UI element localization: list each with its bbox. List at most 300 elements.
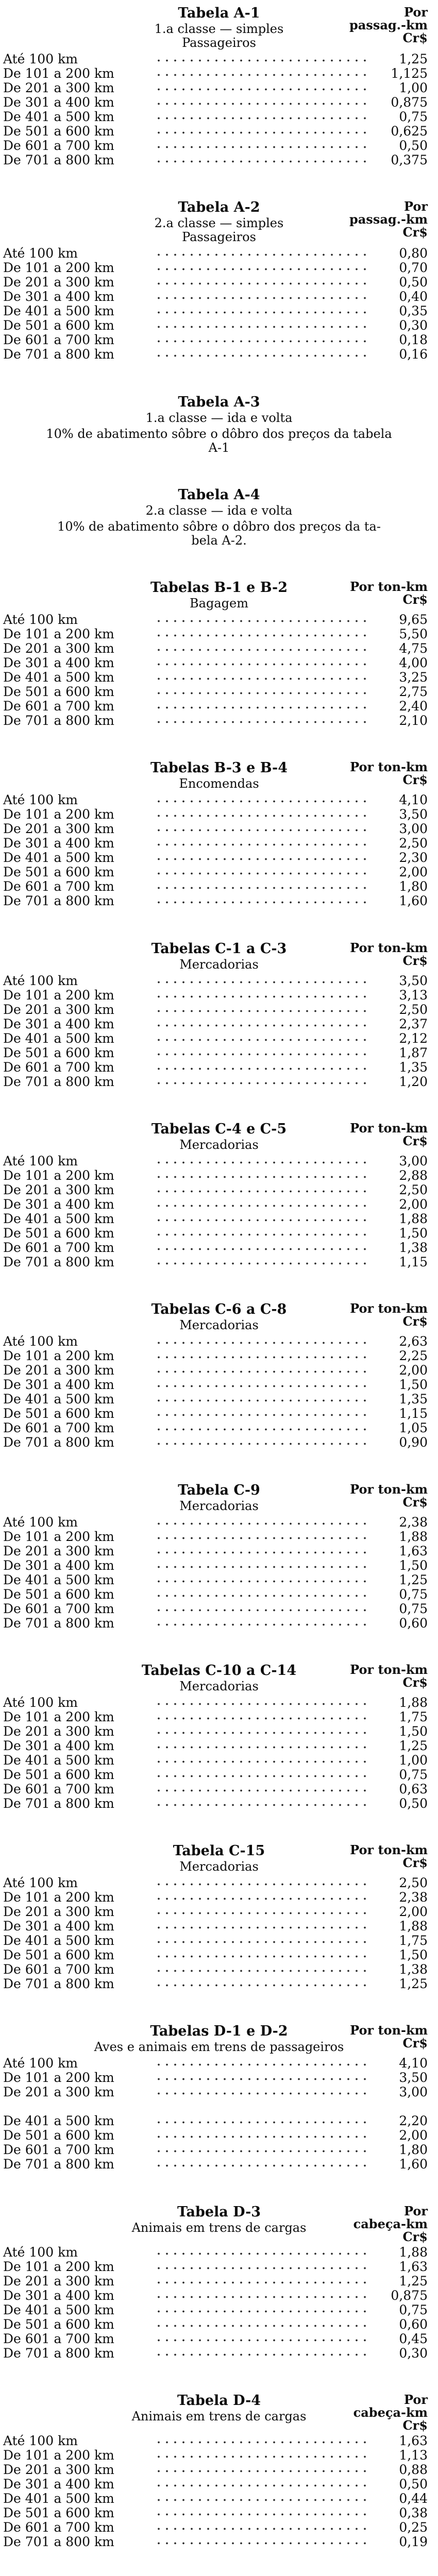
row-value: 0,50 <box>399 2477 428 2492</box>
row-label: De 101 a 200 km <box>3 66 114 81</box>
row-value: 1,25 <box>399 2273 428 2289</box>
row-value: 2,00 <box>399 1197 428 1212</box>
row-value: 0,35 <box>399 303 428 319</box>
table-subtitle: Passageiros <box>182 230 256 245</box>
table-row <box>0 822 438 837</box>
dot-leader <box>155 1883 366 1886</box>
row-value: 2,75 <box>399 684 428 700</box>
unit-header: Cr$ <box>402 225 428 240</box>
table-subtitle: Mercadorias <box>179 1318 259 1333</box>
row-label: De 101 a 200 km <box>3 1890 114 1905</box>
row-label: De 501 a 600 km <box>3 1947 114 1963</box>
row-value: 1,38 <box>399 1962 428 1977</box>
row-label: De 301 a 400 km <box>3 2287 114 2303</box>
table-row <box>0 656 438 671</box>
dot-leader <box>155 1067 366 1070</box>
dot-leader <box>155 1233 366 1236</box>
table-row <box>0 685 438 700</box>
unit-header: Cr$ <box>402 1855 428 1871</box>
table-title: Tabelas D-1 e D-2 <box>150 2023 288 2040</box>
unit-header: Por <box>403 199 428 214</box>
table-row <box>0 1783 438 1797</box>
row-label: De 401 a 500 km <box>3 1933 114 1948</box>
table-title: Tabela A-4 <box>178 486 260 503</box>
unit-header: Por <box>403 2392 428 2407</box>
row-value: 1,35 <box>399 1392 428 1407</box>
dot-leader <box>155 1609 366 1612</box>
row-value: 3,50 <box>399 2070 428 2086</box>
row-value: 0,16 <box>399 347 428 362</box>
row-value: 0,75 <box>399 1586 428 1602</box>
unit-header: Cr$ <box>402 772 428 788</box>
table-subtitle: Encomendas <box>179 776 259 791</box>
row-label: De 601 a 700 km <box>3 699 114 714</box>
table-row <box>0 2463 438 2478</box>
table-row <box>0 1378 438 1393</box>
dot-leader <box>155 2267 366 2269</box>
row-label: De 301 a 400 km <box>3 1919 114 1934</box>
table-row <box>0 642 438 656</box>
dot-leader <box>155 721 366 723</box>
table-row <box>0 628 438 642</box>
table-row <box>0 276 438 290</box>
dot-leader <box>155 1176 366 1178</box>
row-value: 0,375 <box>391 152 428 167</box>
dot-leader <box>155 311 366 314</box>
row-label: Até 100 km <box>3 1875 78 1891</box>
dot-leader <box>155 1746 366 1749</box>
table-row <box>0 2158 438 2172</box>
row-value: 2,00 <box>399 1363 428 1378</box>
row-label: De 401 a 500 km <box>3 670 114 685</box>
row-value: 3,13 <box>399 987 428 1003</box>
row-label: De 501 a 600 km <box>3 2505 114 2520</box>
row-label: De 101 a 200 km <box>3 2259 114 2274</box>
dot-leader <box>155 2542 366 2545</box>
row-label: De 601 a 700 km <box>3 1059 114 1075</box>
row-label: Até 100 km <box>3 246 78 261</box>
row-label: De 301 a 400 km <box>3 1016 114 1031</box>
table-row <box>0 1393 438 1407</box>
row-label: De 501 a 600 km <box>3 318 114 333</box>
table-row <box>0 1920 438 1934</box>
row-label: De 601 a 700 km <box>3 332 114 348</box>
unit-header: Por ton-km <box>350 940 428 955</box>
row-value: 0,75 <box>399 109 428 124</box>
dot-leader <box>155 282 366 285</box>
row-label: De 401 a 500 km <box>3 109 114 124</box>
table-row <box>0 1602 438 1617</box>
dot-leader <box>155 117 366 120</box>
table-subtitle: Bagagem <box>190 596 248 611</box>
table-row <box>0 1075 438 1090</box>
row-label: Até 100 km <box>3 2056 78 2071</box>
row-label: De 601 a 700 km <box>3 1420 114 1436</box>
table-row <box>0 247 438 261</box>
table-row <box>0 1421 438 1436</box>
table-subtitle: 2.a classe — ida e volta <box>145 503 293 518</box>
row-label: De 701 a 800 km <box>3 1615 114 1631</box>
row-label: De 101 a 200 km <box>3 626 114 642</box>
table-row <box>0 2246 438 2260</box>
table-row <box>0 851 438 866</box>
table-row <box>0 2114 438 2129</box>
table-row <box>0 1545 438 1559</box>
dot-leader <box>155 2310 366 2313</box>
table-title: Tabelas B-3 e B-4 <box>150 760 288 776</box>
unit-header: Cr$ <box>402 592 428 607</box>
row-label: Até 100 km <box>3 612 78 628</box>
row-value: 4,10 <box>399 792 428 808</box>
table-row <box>0 319 438 333</box>
dot-leader <box>155 326 366 328</box>
row-label: De 401 a 500 km <box>3 1030 114 1046</box>
table-row <box>0 1018 438 1032</box>
dot-leader <box>155 1024 366 1027</box>
row-value: 0,625 <box>391 124 428 139</box>
unit-header: Por ton-km <box>350 1842 428 1858</box>
table-row <box>0 1364 438 1378</box>
dot-leader <box>155 1262 366 1265</box>
row-value: 1,63 <box>399 2433 428 2448</box>
row-label: De 501 a 600 km <box>3 684 114 700</box>
row-label: De 401 a 500 km <box>3 1752 114 1768</box>
row-label: De 201 a 300 km <box>3 1182 114 1197</box>
table-title: Tabelas C-6 a C-8 <box>151 1301 287 1318</box>
row-value: 1,75 <box>399 1709 428 1724</box>
dot-leader <box>155 1190 366 1193</box>
row-value: 0,75 <box>399 2302 428 2317</box>
table-row <box>0 808 438 822</box>
row-value: 1,88 <box>399 1919 428 1934</box>
row-value: 1,15 <box>399 1255 428 1269</box>
table-row <box>0 866 438 880</box>
dot-leader <box>155 981 366 984</box>
dot-leader <box>155 692 366 694</box>
row-label: De 701 a 800 km <box>3 1435 114 1450</box>
table-row <box>0 1530 438 1545</box>
row-value: 0,50 <box>399 1795 428 1811</box>
row-value: 2,38 <box>399 1514 428 1530</box>
row-label: De 301 a 400 km <box>3 1377 114 1393</box>
row-value: 2,10 <box>399 713 428 728</box>
row-value: 0,75 <box>399 1601 428 1616</box>
table-subtitle: Animais em trens de cargas <box>131 2220 307 2235</box>
row-label: De 701 a 800 km <box>3 1255 114 1269</box>
table-title: Tabelas C-10 a C-14 <box>141 1662 297 1679</box>
table-row <box>0 1407 438 1421</box>
row-value: 1,75 <box>399 1933 428 1948</box>
row-label: De 201 a 300 km <box>3 2084 114 2100</box>
dot-leader <box>155 1370 366 1373</box>
unit-header: passag.-km <box>349 18 428 32</box>
table-title: Tabelas C-4 e C-5 <box>151 1121 287 1137</box>
table-row <box>0 1061 438 1075</box>
table-subtitle: 1.a classe — ida e volta <box>145 410 293 425</box>
dot-leader <box>155 268 366 270</box>
table-row <box>0 154 438 168</box>
table-row <box>0 1183 438 1198</box>
row-value: 1,88 <box>399 2244 428 2260</box>
row-value: 1,35 <box>399 1059 428 1075</box>
row-value: 4,10 <box>399 2056 428 2071</box>
row-label: De 701 a 800 km <box>3 2534 114 2549</box>
row-label: De 301 a 400 km <box>3 1197 114 1212</box>
row-label: De 701 a 800 km <box>3 1976 114 1992</box>
row-label: Até 100 km <box>3 1154 78 1168</box>
row-value: 2,25 <box>399 1348 428 1364</box>
row-label: De 501 a 600 km <box>3 1767 114 1782</box>
row-label: De 601 a 700 km <box>3 1781 114 1797</box>
dot-leader <box>155 1580 366 1583</box>
table-row <box>0 1977 438 1992</box>
unit-header: Cr$ <box>402 1674 428 1690</box>
dot-leader <box>155 829 366 832</box>
row-label: De 201 a 300 km <box>3 80 114 95</box>
table-row <box>0 671 438 685</box>
row-label: De 501 a 600 km <box>3 1226 114 1241</box>
row-value: 0,88 <box>399 2462 428 2477</box>
row-value: 1,25 <box>399 1738 428 1753</box>
dot-leader <box>155 1443 366 1445</box>
row-label: De 601 a 700 km <box>3 1240 114 1255</box>
unit-header: Cr$ <box>402 2418 428 2433</box>
dot-leader <box>155 815 366 817</box>
table-row <box>0 67 438 81</box>
table-row <box>0 53 438 67</box>
dot-leader <box>155 2252 366 2255</box>
dot-leader <box>155 2455 366 2458</box>
table-row <box>0 1891 438 1905</box>
table-row <box>0 81 438 96</box>
unit-header: Cr$ <box>402 30 428 45</box>
row-value: 0,75 <box>399 1767 428 1782</box>
dot-leader <box>155 1205 366 1207</box>
dot-leader <box>155 843 366 846</box>
dot-leader <box>155 1703 366 1705</box>
table-title: Tabela A-1 <box>178 5 260 21</box>
dot-leader <box>155 2353 366 2356</box>
row-value: 1,80 <box>399 879 428 894</box>
unit-header: Por ton-km <box>350 1121 428 1136</box>
table-row <box>0 974 438 989</box>
dot-leader <box>155 677 366 680</box>
dot-leader <box>155 160 366 163</box>
table-row <box>0 290 438 304</box>
table-row <box>0 1155 438 1169</box>
table-title: Tabelas C-1 a C-3 <box>151 940 287 957</box>
dot-leader <box>155 1717 366 1720</box>
table-title: Tabela C-15 <box>173 1843 265 1859</box>
table-row <box>0 1212 438 1227</box>
table-row <box>0 1696 438 1710</box>
dot-leader <box>155 887 366 889</box>
dot-leader <box>155 620 366 622</box>
table-note: A-1 <box>208 440 230 455</box>
table-row <box>0 1905 438 1920</box>
row-value: 1,63 <box>399 1543 428 1558</box>
row-value: 1,87 <box>399 1045 428 1060</box>
unit-header: Cr$ <box>402 1494 428 1510</box>
table-row <box>0 1710 438 1725</box>
row-value: 5,50 <box>399 626 428 642</box>
table-row <box>0 2332 438 2347</box>
row-label: De 101 a 200 km <box>3 2448 114 2463</box>
table-row <box>0 2086 438 2100</box>
row-value: 1,88 <box>399 1529 428 1544</box>
table-row <box>0 2057 438 2071</box>
dot-leader <box>155 1385 366 1387</box>
row-value: 0,25 <box>399 2520 428 2535</box>
table-row <box>0 2129 438 2143</box>
table-row <box>0 1588 438 1602</box>
row-label: De 401 a 500 km <box>3 2113 114 2129</box>
dot-leader <box>155 1399 366 1402</box>
dot-leader <box>155 1039 366 1041</box>
row-value: 2,00 <box>399 2128 428 2143</box>
table-row <box>0 139 438 154</box>
row-value: 0,45 <box>399 2331 428 2346</box>
dot-leader <box>155 663 366 666</box>
dot-leader <box>155 1414 366 1416</box>
row-label: De 101 a 200 km <box>3 807 114 822</box>
table-row <box>0 1948 438 1963</box>
dot-leader <box>155 1760 366 1763</box>
dot-leader <box>155 1428 366 1431</box>
table-row <box>0 1335 438 1349</box>
row-label: De 701 a 800 km <box>3 347 114 362</box>
dot-leader <box>155 1926 366 1929</box>
row-label: De 501 a 600 km <box>3 865 114 880</box>
dot-leader <box>155 1342 366 1344</box>
row-label: Até 100 km <box>3 52 78 66</box>
row-value: 0,875 <box>391 95 428 110</box>
unit-header: Por ton-km <box>350 759 428 775</box>
row-label: De 701 a 800 km <box>3 2345 114 2361</box>
table-row <box>0 714 438 728</box>
table-subtitle: Mercadorias <box>179 1679 259 1693</box>
table-row <box>0 613 438 628</box>
table-title: Tabela C-9 <box>178 1482 260 1498</box>
dot-leader <box>155 800 366 803</box>
dot-leader <box>155 146 366 148</box>
row-label: De 401 a 500 km <box>3 1572 114 1587</box>
table-row <box>0 1768 438 1783</box>
row-label: De 601 a 700 km <box>3 1601 114 1616</box>
dot-leader <box>155 2296 366 2298</box>
row-value: 3,00 <box>399 821 428 837</box>
table-row <box>0 989 438 1003</box>
table-row <box>0 2260 438 2275</box>
row-label: De 101 a 200 km <box>3 2070 114 2086</box>
row-value: 2,88 <box>399 1168 428 1183</box>
row-value: 0,70 <box>399 260 428 276</box>
dot-leader <box>155 1161 366 1164</box>
row-value: 1,38 <box>399 1240 428 1255</box>
dot-leader <box>155 1356 366 1359</box>
table-note: 10% de abatimento sôbre o dôbro dos preços da ta- <box>57 519 381 534</box>
row-value: 1,00 <box>399 80 428 95</box>
row-value: 2,00 <box>399 865 428 880</box>
dot-leader <box>155 634 366 637</box>
table-row <box>0 880 438 894</box>
table-row <box>0 1227 438 1241</box>
dot-leader <box>155 1522 366 1525</box>
dot-leader <box>155 706 366 709</box>
row-label: Até 100 km <box>3 973 78 988</box>
row-value: 1,50 <box>399 1377 428 1393</box>
table-subtitle: Mercadorias <box>179 1498 259 1513</box>
dot-leader <box>155 1082 366 1084</box>
table-row <box>0 2275 438 2289</box>
row-label: De 301 a 400 km <box>3 655 114 671</box>
row-value: 0,90 <box>399 1435 428 1450</box>
dot-leader <box>155 858 366 860</box>
row-value: 2,12 <box>399 1030 428 1046</box>
row-value: 0,50 <box>399 138 428 153</box>
row-label: De 601 a 700 km <box>3 2331 114 2346</box>
dot-leader <box>155 297 366 299</box>
dot-leader <box>155 2281 366 2284</box>
row-value: 0,60 <box>399 2316 428 2332</box>
unit-header: Cr$ <box>402 2229 428 2244</box>
table-row <box>0 1241 438 1256</box>
dot-leader <box>155 872 366 875</box>
table-row <box>0 1003 438 1018</box>
table-row <box>0 2289 438 2303</box>
row-label: De 501 a 600 km <box>3 124 114 139</box>
table-row <box>0 333 438 348</box>
dot-leader <box>155 131 366 134</box>
table-subtitle: Mercadorias <box>179 1859 259 1874</box>
dot-leader <box>155 1984 366 1987</box>
row-label: De 701 a 800 km <box>3 713 114 728</box>
unit-header: Por ton-km <box>350 1481 428 1497</box>
dot-leader <box>155 2339 366 2342</box>
row-label: De 201 a 300 km <box>3 1363 114 1378</box>
dot-leader <box>155 1595 366 1597</box>
table-row <box>0 1559 438 1573</box>
table-row <box>0 2449 438 2463</box>
dot-leader <box>155 2484 366 2487</box>
row-value: 1,25 <box>399 1572 428 1587</box>
table-row <box>0 894 438 909</box>
table-subtitle: Aves e animais em trens de passageiros <box>94 2040 344 2055</box>
row-value: 1,25 <box>399 52 428 66</box>
table-row <box>0 700 438 714</box>
dot-leader <box>155 2063 366 2066</box>
row-value: 2,37 <box>399 1016 428 1031</box>
row-label: De 201 a 300 km <box>3 641 114 656</box>
row-value: 2,50 <box>399 1875 428 1891</box>
table-subtitle: Mercadorias <box>179 957 259 972</box>
table-row <box>0 793 438 808</box>
table-row <box>0 1739 438 1754</box>
table-row <box>0 2071 438 2086</box>
row-value: 2,50 <box>399 1002 428 1017</box>
dot-leader <box>155 253 366 256</box>
unit-header: cabeça-km <box>353 2216 428 2231</box>
row-value: 2,50 <box>399 836 428 851</box>
row-label: De 301 a 400 km <box>3 2477 114 2492</box>
dot-leader <box>155 1053 366 1056</box>
row-label: De 201 a 300 km <box>3 1723 114 1739</box>
table-title: Tabelas B-1 e B-2 <box>150 580 288 596</box>
row-label: De 501 a 600 km <box>3 1406 114 1421</box>
row-value: 3,50 <box>399 807 428 822</box>
row-value: 0,38 <box>399 2505 428 2520</box>
table-row <box>0 2100 438 2114</box>
